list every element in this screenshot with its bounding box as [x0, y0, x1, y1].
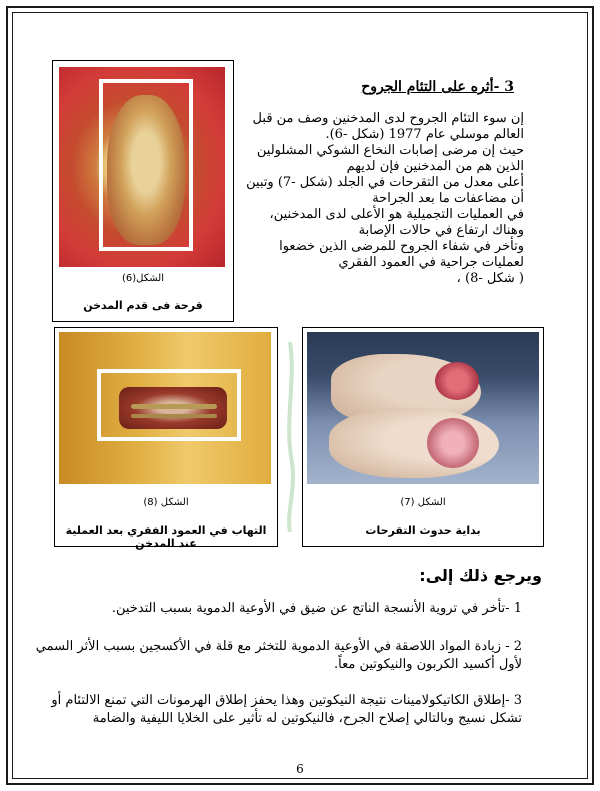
list-item — [60, 600, 522, 618]
heel-ulcers-photo — [307, 332, 539, 484]
list-item-line: 1 -تأخر في تروية الأنسجة الناتج عن ضيق في الأوعية الدموية بسبب التدخين. — [111, 601, 522, 616]
foot-ulcer-photo — [59, 67, 225, 267]
paragraph-line: أن مضاعفات ما بعد الجراحة — [372, 191, 524, 206]
figure-number: الشكل (8) — [143, 497, 189, 508]
causes-title: ويرجع ذلك إلى: — [419, 566, 542, 585]
list-item — [35, 638, 522, 674]
ulcer-spot — [435, 362, 479, 400]
figure-7 — [302, 327, 544, 547]
paragraph-line: الذين هم من المدخنين فإن لديهم — [346, 159, 524, 174]
paragraph-line: حيث إن مرضى إصابات النخاع الشوكي المشلولين — [256, 143, 524, 158]
figure-caption: التهاب في العمود الفقري بعد العملية عند المدخن — [65, 524, 267, 550]
paragraph-line: العالم موسلي عام 1977 (شكل -6). — [325, 127, 524, 142]
highlight-box — [97, 369, 241, 441]
figure-6 — [52, 60, 234, 322]
list-item — [51, 692, 522, 728]
paragraph-line: وهناك ارتفاع في حالات الإصابة — [358, 223, 524, 238]
highlight-box — [99, 79, 193, 251]
section-heading: 3 -أثره على التئام الجروح — [361, 79, 514, 95]
paragraph-line: في العمليات التجميلية هو الأعلى لدى المدخنين، — [269, 207, 524, 222]
figure-8 — [54, 327, 278, 550]
list-item-line: لأول أكسيد الكربون والنيكوتين معاً. — [334, 657, 522, 672]
paragraph-line: لعمليات جراحية في العمود الفقري — [338, 255, 524, 270]
page-number: 6 — [296, 762, 304, 776]
figure-caption: قرحة فى قدم المدخن — [83, 299, 203, 312]
list-item-line: 3 -إطلاق الكاتيكولامينات نتيجة النيكوتين وهذا يحفز إطلاق الهرمونات التي تمنع الالتئام أو — [51, 693, 522, 708]
paragraph-line: وتأخر في شفاء الجروح للمرضى الذين خضعوا — [279, 239, 524, 254]
list-item-line: 2 - زيادة المواد اللاصقة في الأوعية الدموية للتخثر مع قلة في الأكسجين بسبب الأثر السمي — [35, 639, 522, 654]
paragraph-line: ( شكل -8) ، — [456, 271, 524, 286]
section-paragraph — [248, 111, 524, 287]
figure-number: الشكل(6) — [121, 273, 165, 284]
watermark-decoration — [282, 342, 298, 532]
list-item-line: تشكل نسيج وبالتالي إصلاح الجرح، فالنيكوتين له تأثير على الخلايا الليفية والضامة — [92, 711, 522, 726]
paragraph-line: أعلى معدل من التقرحات في الجلد (شكل -7) وتبين — [246, 175, 524, 190]
paragraph-line: إن سوء التئام الجروح لدى المدخنين وصف من قبل — [252, 111, 524, 126]
spine-surgery-photo — [59, 332, 271, 484]
figure-number: الشكل (7) — [400, 497, 446, 508]
ulcer-spot — [427, 418, 479, 468]
figure-caption: بداية حدوث التقرحات — [365, 524, 481, 537]
